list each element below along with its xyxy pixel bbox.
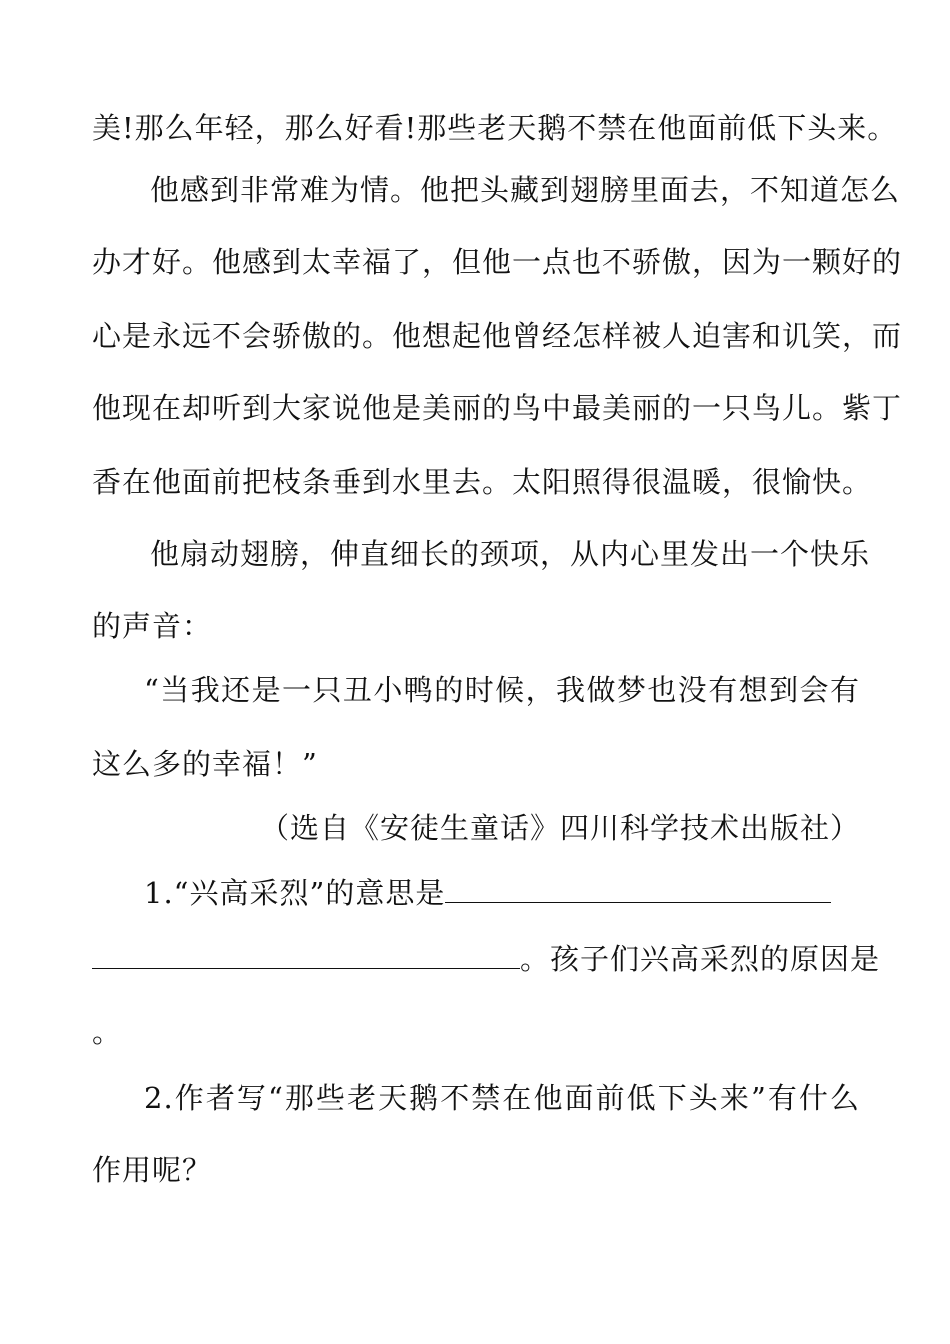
question-1-line-1 (144, 872, 860, 912)
passage-line-8: 的声音： (92, 609, 213, 643)
passage-source: （选自《安徒生童话》四川科学技术出版社） (259, 811, 860, 845)
question-1-blank-1[interactable] (445, 872, 831, 903)
question-1-end: 。 (92, 1015, 123, 1049)
passage-line-6: 香在他面前把枝条垂到水里去。太阳照得很温暖，很愉快。 (92, 465, 873, 499)
question-1-line-3 (92, 1012, 860, 1052)
passage-line-9: “当我还是一只丑小鸭的时候，我做梦也没有想到会有 (144, 673, 860, 707)
passage-line-4: 心是永远不会骄傲的。他想起他曾经怎样被人迫害和讥笑，而 (92, 319, 903, 353)
question-2-line-2: 作用呢？ (92, 1153, 213, 1187)
passage-line-5: 他现在却听到大家说他是美丽的鸟中最美丽的一只鸟儿。紫丁 (92, 391, 903, 425)
question-2-line-1: 2.作者写“那些老天鹅不禁在他面前低下头来”有什么 (144, 1081, 860, 1115)
passage-line-3: 办才好。他感到太幸福了，但他一点也不骄傲，因为一颗好的 (92, 245, 903, 279)
passage-line-1: 美!那么年轻，那么好看!那些老天鹅不禁在他面前低下头来。 (92, 111, 898, 145)
passage-line-10: 这么多的幸福！” (92, 747, 318, 781)
question-1-blank-2[interactable] (92, 938, 520, 969)
question-1-line-2 (92, 938, 881, 978)
passage-line-2: 他感到非常难为情。他把头藏到翅膀里面去，不知道怎么 (150, 173, 901, 207)
question-1-prefix: 1.“兴高采烈”的意思是 (144, 876, 446, 910)
passage-line-7: 他扇动翅膀，伸直细长的颈项，从内心里发出一个快乐 (150, 537, 871, 571)
question-1-middle: 。孩子们兴高采烈的原因是 (520, 942, 881, 976)
